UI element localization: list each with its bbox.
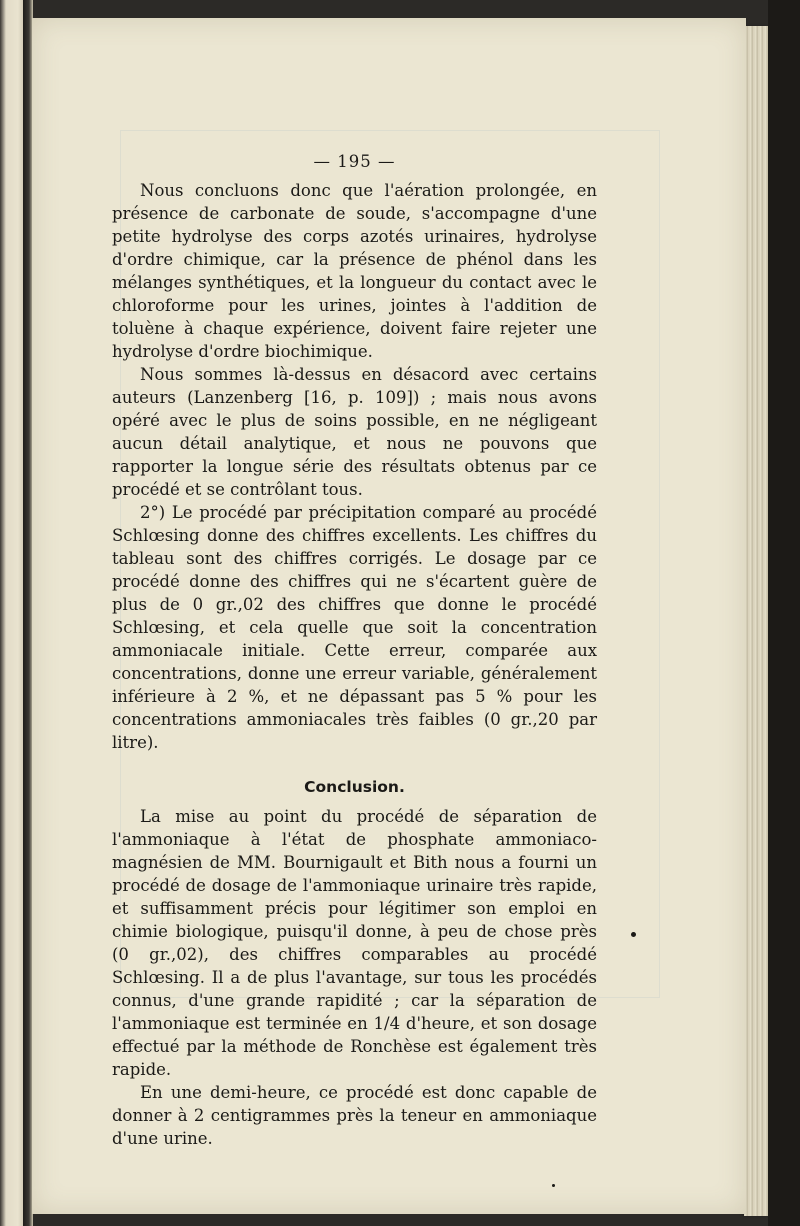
stacked-page-edges	[744, 26, 768, 1216]
conclusion-heading: Conclusion.	[304, 778, 405, 796]
paragraph-final: En une demi-heure, ce procédé est donc capable de donner à 2 centigrammes près la teneur en ammoniaque d'une urine.	[112, 1083, 597, 1148]
previous-page-edge	[0, 0, 24, 1226]
paragraph-disagreement: Nous sommes là-dessus en désacord avec certains auteurs (Lanzenberg [16, p. 109]) ; mais nous avons opéré avec le plus de soins possible, en ne négligeant aucun détail analytique, et nous ne pouvons que rapporter la longue série des résultats obtenus par ce procédé et se contrôlant tous.	[112, 365, 597, 499]
paragraph-aeration: Nous concluons donc que l'aération prolongée, en présence de carbonate de soude, s'accompagne d'une petite hydrolyse des corps azotés urinaires, hydrolyse d'ordre chimique, car la présence de phénol dans les mélanges synthétiques, et la longueur du contact avec le chloroforme pour les urines, jointes à l'addition de toluène à chaque expérience, doivent faire rejeter une hydrolyse d'ordre biochimique.	[112, 181, 597, 361]
scan-background	[768, 0, 800, 1226]
page-text	[112, 150, 597, 1150]
ink-dot	[631, 932, 636, 937]
page-number: — 195 —	[313, 152, 396, 171]
paragraph-conclusion: La mise au point du procédé de séparation de l'ammoniaque à l'état de phosphate ammoniaco-magnésien de MM. Bournigault et Bith nous a fourni un procédé de dosage de l'ammoniaque urinaire très rapide, et suffisamment précis pour légitimer son emploi en chimie biologique, puisqu'il donne, à peu de chose près (0 gr.,02), des chiffres comparables au procédé Schlœsing. Il a de plus l'avantage, sur tous les procédés connus, d'une grande rapidité ; car la séparation de l'ammoniaque est terminée en 1/4 d'heure, et son dosage effectué par la méthode de Ronchèse est également très rapide.	[112, 807, 597, 1079]
paragraph-precipitation: 2°) Le procédé par précipitation comparé au procédé Schlœsing donne des chiffres excellents. Les chiffres du tableau sont des chiffres corrigés. Le dosage par ce procédé donne des chiffres qui ne s'écartent guère de plus de 0 gr.,02 des chiffres que donne le procédé Schlœsing, et cela quelle que soit la concentration ammoniacale initiale. Cette erreur, comparée aux concentrations, donne une erreur variable, généralement inférieure à 2 %, et ne dépassant pas 5 % pour les concentrations ammoniacales très faibles (0 gr.,20 par litre).	[112, 503, 597, 752]
ink-dot	[552, 1184, 555, 1187]
